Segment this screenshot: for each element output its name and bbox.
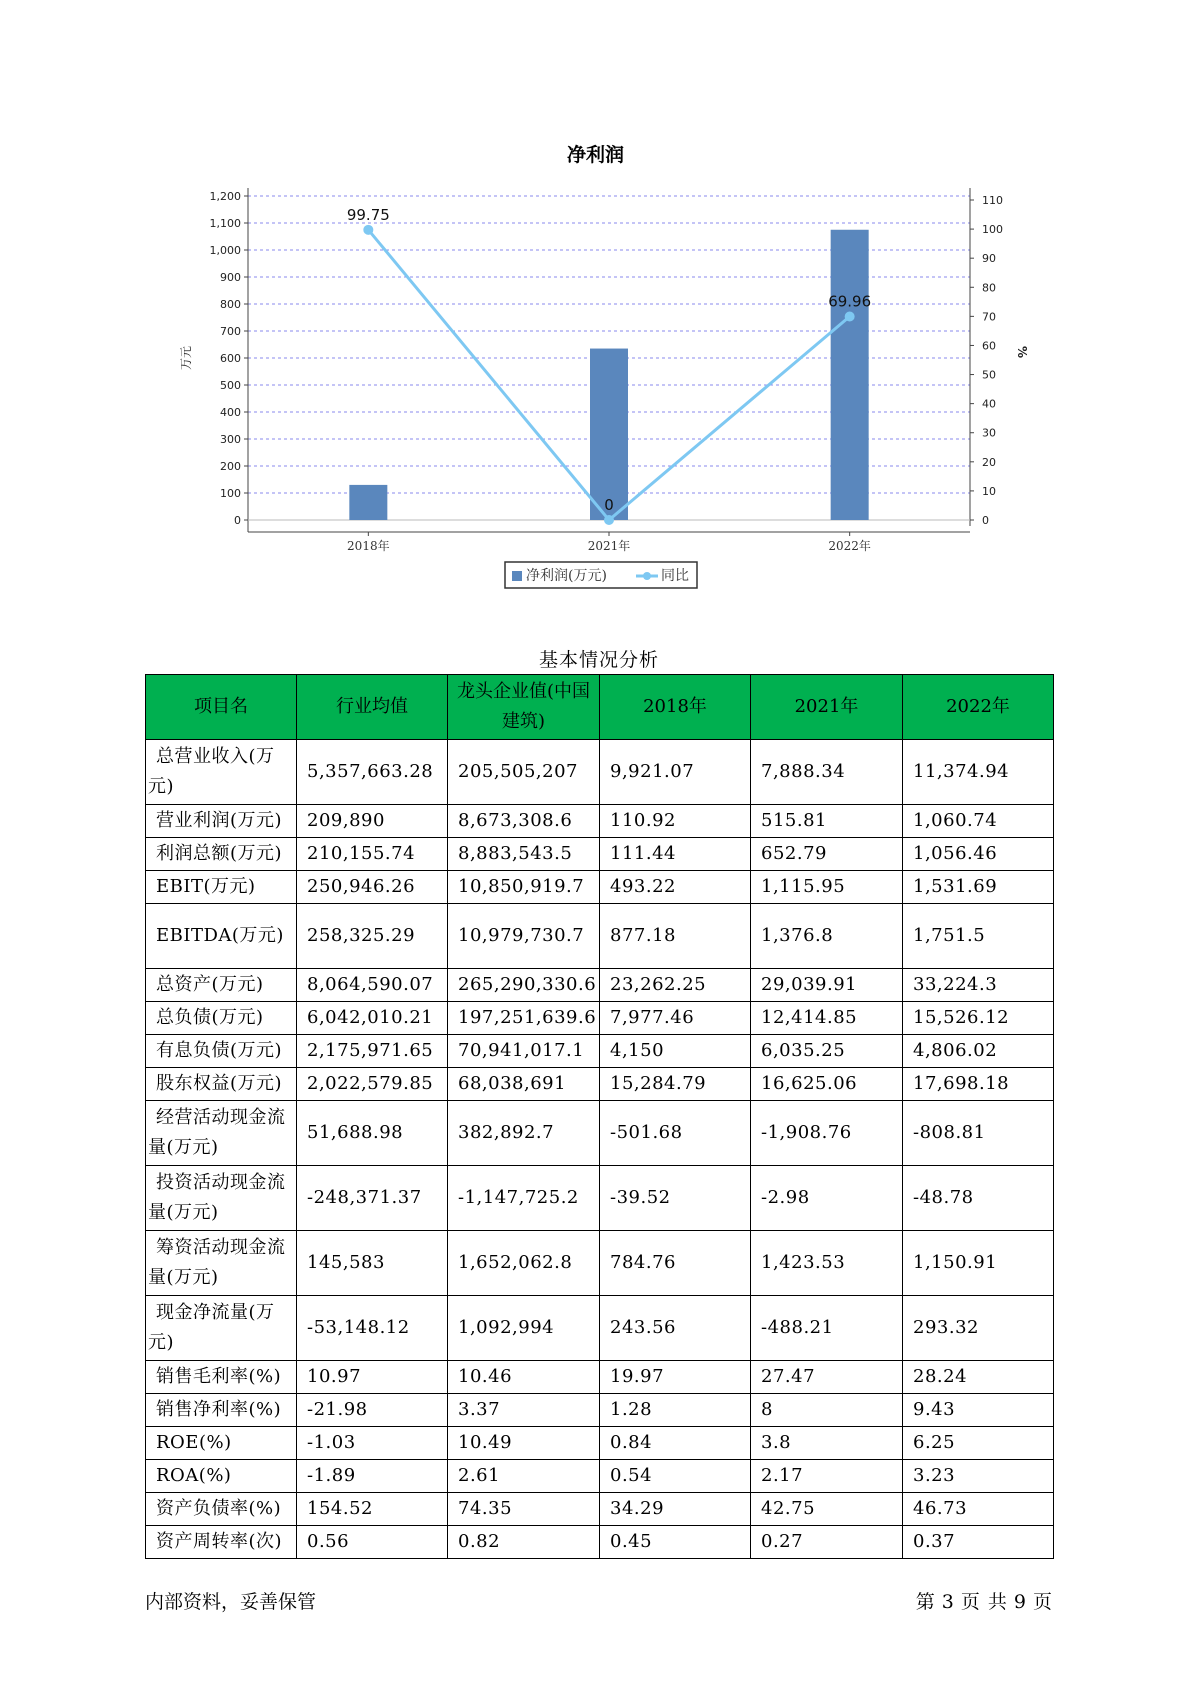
table-cell: 42.75 [751,1493,903,1526]
table-cell: 1,531.69 [903,871,1054,904]
table-row [146,838,1054,871]
table-cell: 3.23 [903,1460,1054,1493]
table-cell: 1,060.74 [903,805,1054,838]
page-prefix: 第 [915,1591,936,1613]
table-cell: 0.45 [600,1526,751,1559]
table-header-cell: 行业均值 [297,675,448,740]
yoy-point [845,311,855,321]
left-tick-label: 300 [220,433,241,446]
left-tick-label: 500 [220,379,241,392]
table-cell: -48.78 [903,1166,1054,1231]
row-label-cell: EBIT(万元) [146,871,297,904]
x-tick-label: 2018年 [347,539,390,553]
table-caption: 基本情况分析 [538,649,659,671]
right-tick-label: 0 [982,514,989,527]
table-cell: 493.22 [600,871,751,904]
x-tick-label: 2021年 [587,539,631,553]
table-cell: 8,883,543.5 [448,838,600,871]
row-label-cell: EBITDA(万元) [146,904,297,969]
row-label-cell: 销售净利率(%) [146,1394,297,1427]
table-row [146,1231,1054,1296]
table-cell: 16,625.06 [751,1068,903,1101]
table-cell: 28.24 [903,1361,1054,1394]
table-cell: 0.84 [600,1427,751,1460]
table-header-cell: 项目名 [146,675,297,740]
right-tick-label: 40 [982,397,996,411]
page-total: 9 [1013,1591,1027,1613]
right-tick-label: 30 [982,426,996,440]
left-tick-label: 400 [220,406,241,419]
table-cell: 1,056.46 [903,838,1054,871]
table-cell: 210,155.74 [297,838,448,871]
page-mid: 页 共 [960,1591,1008,1613]
yoy-point [363,225,373,235]
x-tick-label: 2022年 [828,539,871,553]
table-cell: 209,890 [297,805,448,838]
left-tick-label: 700 [220,325,241,338]
table-cell: -2.98 [751,1166,903,1231]
table-header-cell: 2018年 [600,675,751,740]
table-row [146,1101,1054,1166]
row-label-cell: 现金净流量(万元) [146,1296,297,1361]
table-cell: 8,673,308.6 [448,805,600,838]
table-cell: 0.27 [751,1526,903,1559]
right-tick-label: 10 [982,484,996,498]
left-tick-label: 1,000 [209,244,241,257]
table-row [146,969,1054,1002]
table-cell: 250,946.26 [297,871,448,904]
row-label-cell: 资产负债率(%) [146,1493,297,1526]
table-cell: 8,064,590.07 [297,969,448,1002]
table-header-row [146,675,1054,740]
table-row [146,740,1054,805]
table-cell: 1,150.91 [903,1231,1054,1296]
table-cell: 258,325.29 [297,904,448,969]
table-cell: 1,092,994 [448,1296,600,1361]
table-cell: -248,371.37 [297,1166,448,1231]
table-cell: 0.37 [903,1526,1054,1559]
table-row [146,1035,1054,1068]
table-cell: 10.97 [297,1361,448,1394]
legend-swatch-dot [643,572,651,580]
chart-title: 净利润 [566,144,624,166]
row-label-cell: 筹资活动现金流量(万元) [146,1231,297,1296]
table-cell: 29,039.91 [751,969,903,1002]
table-header-cell: 2022年 [903,675,1054,740]
table-cell: 4,150 [600,1035,751,1068]
row-label-cell: ROE(%) [146,1427,297,1460]
table-cell: 34.29 [600,1493,751,1526]
left-tick-label: 1,200 [209,190,241,203]
table-cell: 515.81 [751,805,903,838]
table-cell: 1,423.53 [751,1231,903,1296]
table-cell: -808.81 [903,1101,1054,1166]
table-cell: 6,042,010.21 [297,1002,448,1035]
right-tick-label: 100 [982,223,1003,237]
table-cell: -1.89 [297,1460,448,1493]
table-cell: -39.52 [600,1166,751,1231]
table-cell: 784.76 [600,1231,751,1296]
table-cell: -488.21 [751,1296,903,1361]
right-tick-label: 50 [982,368,996,382]
table-row [146,1493,1054,1526]
table-cell: 17,698.18 [903,1068,1054,1101]
row-label-cell: 营业利润(万元) [146,805,297,838]
right-tick-label: 20 [982,455,996,469]
table-cell: 15,526.12 [903,1002,1054,1035]
table-cell: 293.32 [903,1296,1054,1361]
table-cell: 10.46 [448,1361,600,1394]
table-cell: 6,035.25 [751,1035,903,1068]
row-label-cell: 资产周转率(次) [146,1526,297,1559]
row-label-cell: 利润总额(万元) [146,838,297,871]
table-cell: 12,414.85 [751,1002,903,1035]
table-cell: 652.79 [751,838,903,871]
table-row [146,1166,1054,1231]
table-row [146,1460,1054,1493]
table-cell: 46.73 [903,1493,1054,1526]
left-tick-label: 100 [220,487,241,500]
table-cell: 11,374.94 [903,740,1054,805]
table-cell: 2,175,971.65 [297,1035,448,1068]
footer-confidential-note: 内部资料，妥善保管 [145,1591,317,1613]
yoy-data-label: 0 [604,496,614,514]
table-cell: 7,888.34 [751,740,903,805]
table-cell: 5,357,663.28 [297,740,448,805]
bar [590,349,628,520]
table-header-cell: 龙头企业值(中国建筑) [448,675,600,740]
bar [831,230,869,520]
table-cell: 19.97 [600,1361,751,1394]
table-row [146,871,1054,904]
table-row [146,1526,1054,1559]
table-row [146,1361,1054,1394]
left-tick-label: 1,100 [209,217,241,230]
left-tick-label: 800 [220,298,241,311]
page-suffix: 页 [1032,1591,1053,1613]
legend-label-bar: 净利润(万元) [526,568,607,584]
table-cell: 3.37 [448,1394,600,1427]
right-tick-label: 70 [982,310,996,324]
table-cell: 877.18 [600,904,751,969]
table-cell: 1,751.5 [903,904,1054,969]
table-cell: 74.35 [448,1493,600,1526]
table-row [146,904,1054,969]
table-cell: 7,977.46 [600,1002,751,1035]
basic-analysis-table [145,674,1054,1559]
yoy-data-label: 99.75 [346,205,390,224]
table-cell: 0.54 [600,1460,751,1493]
row-label-cell: 投资活动现金流量(万元) [146,1166,297,1231]
legend-swatch-bar [512,571,522,581]
row-label-cell: 股东权益(万元) [146,1068,297,1101]
table-row [146,1068,1054,1101]
row-label-cell: 有息负债(万元) [146,1035,297,1068]
table-cell: 23,262.25 [600,969,751,1002]
table-cell: 111.44 [600,838,751,871]
y-axis-label-left: 万元 [179,345,193,371]
table-cell: 2.17 [751,1460,903,1493]
table-cell: 8 [751,1394,903,1427]
y-axis-label-right: % [1015,345,1029,359]
table-cell: 265,290,330.6 [448,969,600,1002]
net-profit-chart [0,0,1191,620]
table-cell: 68,038,691 [448,1068,600,1101]
table-cell: 110.92 [600,805,751,838]
bar [349,485,387,520]
right-tick-label: 80 [982,281,996,295]
table-cell: 3.8 [751,1427,903,1460]
table-cell: 154.52 [297,1493,448,1526]
table-cell: 4,806.02 [903,1035,1054,1068]
row-label-cell: 总负债(万元) [146,1002,297,1035]
right-tick-label: 90 [982,252,996,266]
row-label-cell: ROA(%) [146,1460,297,1493]
table-row [146,1427,1054,1460]
table-cell: -1,908.76 [751,1101,903,1166]
right-tick-label: 60 [982,339,996,353]
yoy-data-label: 69.96 [828,292,872,311]
table-row [146,1296,1054,1361]
row-label-cell: 销售毛利率(%) [146,1361,297,1394]
table-cell: 1.28 [600,1394,751,1427]
table-cell: 145,583 [297,1231,448,1296]
left-tick-label: 0 [234,514,241,527]
table-cell: 10,979,730.7 [448,904,600,969]
table-row [146,1394,1054,1427]
table-cell: 1,115.95 [751,871,903,904]
table-cell: 382,892.7 [448,1101,600,1166]
table-cell: 1,652,062.8 [448,1231,600,1296]
table-cell: 51,688.98 [297,1101,448,1166]
legend-label-line: 同比 [661,568,689,584]
table-cell: 27.47 [751,1361,903,1394]
table-cell: 10,850,919.7 [448,871,600,904]
footer-page-indicator [910,1587,1053,1614]
table-cell: 2.61 [448,1460,600,1493]
row-label-cell: 经营活动现金流量(万元) [146,1101,297,1166]
table-cell: -21.98 [297,1394,448,1427]
table-cell: 0.82 [448,1526,600,1559]
row-label-cell: 总资产(万元) [146,969,297,1002]
table-cell: -1.03 [297,1427,448,1460]
table-cell: 0.56 [297,1526,448,1559]
table-cell: 70,941,017.1 [448,1035,600,1068]
table-row [146,1002,1054,1035]
table-header-cell: 2021年 [751,675,903,740]
left-tick-label: 900 [220,271,241,284]
right-tick-label: 110 [982,194,1003,207]
table-cell: 197,251,639.6 [448,1002,600,1035]
table-cell: 9,921.07 [600,740,751,805]
table-cell: 6.25 [903,1427,1054,1460]
page-current: 3 [941,1591,955,1613]
table-cell: 1,376.8 [751,904,903,969]
left-tick-label: 200 [220,460,241,473]
table-cell: 10.49 [448,1427,600,1460]
yoy-point [604,515,614,525]
table-cell: 9.43 [903,1394,1054,1427]
row-label-cell: 总营业收入(万元) [146,740,297,805]
table-cell: 2,022,579.85 [297,1068,448,1101]
table-cell: -501.68 [600,1101,751,1166]
table-cell: 33,224.3 [903,969,1054,1002]
table-cell: 205,505,207 [448,740,600,805]
table-cell: 15,284.79 [600,1068,751,1101]
table-cell: -53,148.12 [297,1296,448,1361]
table-cell: 243.56 [600,1296,751,1361]
left-tick-label: 600 [220,352,241,365]
table-cell: -1,147,725.2 [448,1166,600,1231]
table-row [146,805,1054,838]
